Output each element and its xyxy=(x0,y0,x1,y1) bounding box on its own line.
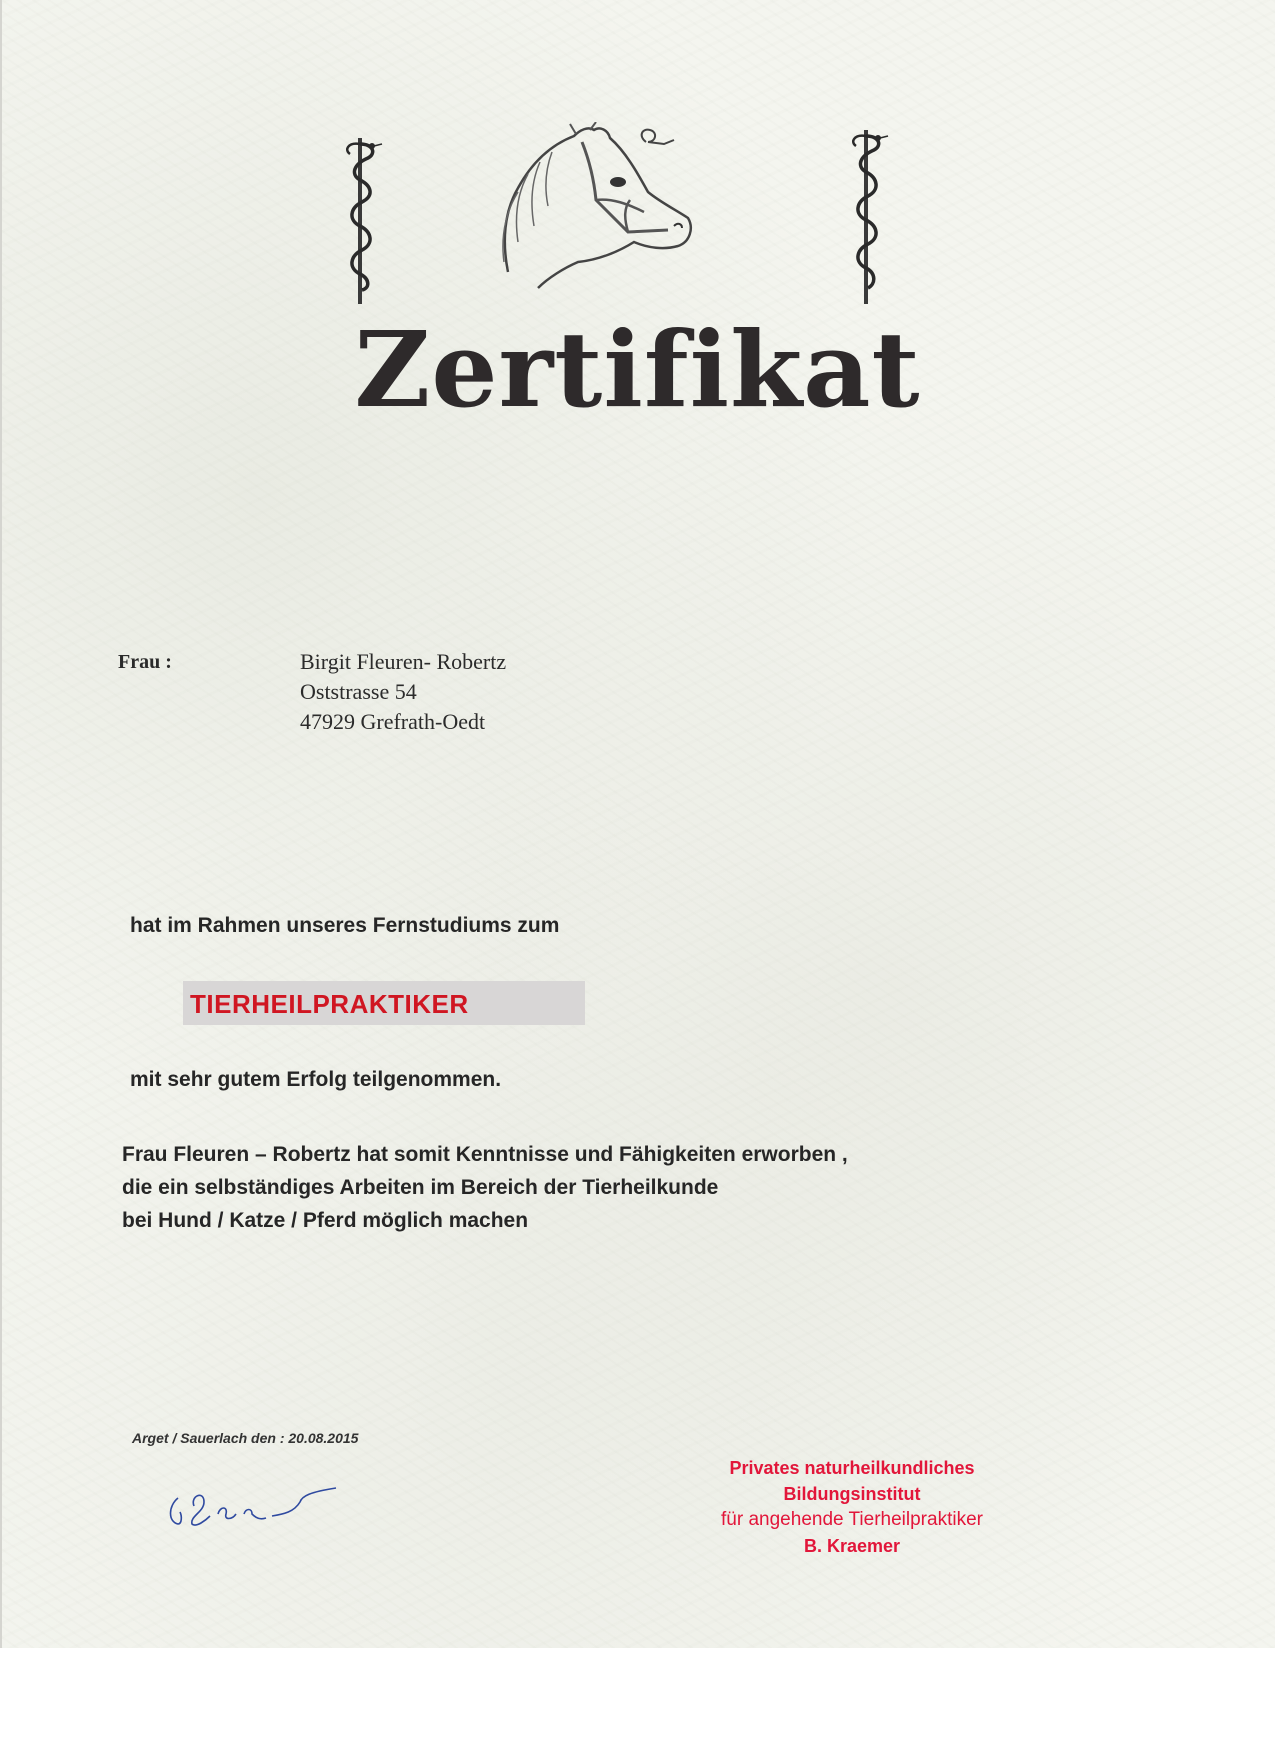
stamp-line: für angehende Tierheilpraktiker xyxy=(721,1509,983,1530)
stamp-line: Privates naturheilkundliches xyxy=(729,1458,975,1478)
statement-paragraph xyxy=(122,1138,848,1237)
statement-line: bei Hund / Katze / Pferd möglich machen xyxy=(122,1209,529,1232)
horse-head-illustration xyxy=(478,122,696,290)
recipient-address xyxy=(300,647,506,737)
handwritten-signature xyxy=(160,1468,380,1538)
place-date: Arget / Sauerlach den : 20.08.2015 xyxy=(132,1430,359,1446)
intro-text: hat im Rahmen unseres Fernstudiums zum xyxy=(130,914,560,937)
statement-line: Frau Fleuren – Robertz hat somit Kenntnisse und Fähigkeiten erworben , xyxy=(122,1143,848,1166)
rod-of-asclepius-right-icon xyxy=(836,122,896,310)
certificate-title: Zertifikat xyxy=(354,308,921,431)
stamp-line: Bildungsinstitut xyxy=(783,1484,921,1504)
recipient-city: 47929 Grefrath-Oedt xyxy=(300,709,486,734)
statement-line: die ein selbständiges Arbeiten im Bereich der Tierheilkunde xyxy=(122,1176,719,1199)
stamp-line: B. Kraemer xyxy=(803,1536,901,1556)
paper-edge xyxy=(0,0,2,1648)
course-title: TIERHEILPRAKTIKER xyxy=(190,989,469,1019)
outcome-text: mit sehr gutem Erfolg teilgenommen. xyxy=(130,1068,502,1091)
rod-of-asclepius-left-icon xyxy=(330,130,390,310)
salutation-label: Frau : xyxy=(118,651,172,673)
recipient-name: Birgit Fleuren- Robertz xyxy=(300,649,507,674)
recipient-street: Oststrasse 54 xyxy=(300,679,417,704)
institute-stamp xyxy=(662,1455,1042,1559)
